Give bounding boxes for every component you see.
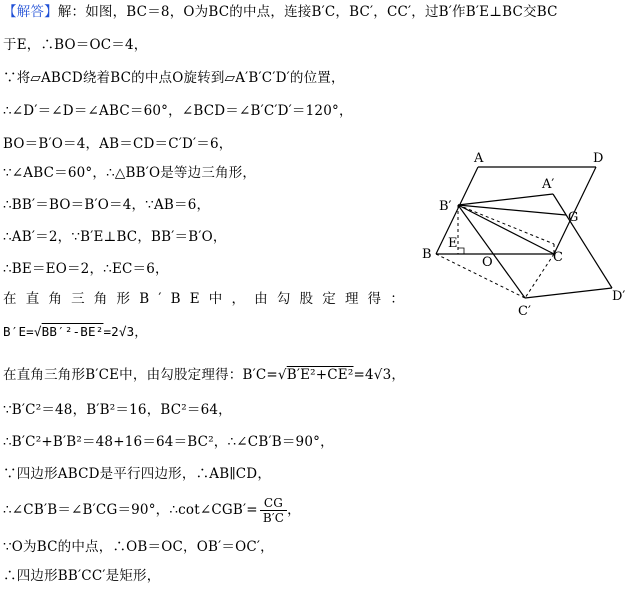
label-O: O — [482, 255, 493, 270]
label-C: C — [553, 250, 563, 265]
segment-BC' — [436, 254, 525, 298]
cot-fraction: $\frac{CG}{B'C}$ — [260, 496, 287, 525]
line-8: ∴AB′＝2，∵B′E⊥BC，BB′＝B′O， — [3, 229, 227, 245]
label-E: E — [448, 236, 458, 251]
equation-2: 在直角三角形B′CE中，由勾股定理得：B′C=√B′E²+CE²=4√3， — [3, 367, 406, 383]
line-9: ∴BE＝EO＝2，∴EC＝6， — [3, 261, 169, 277]
line-5: BO＝B′O＝4，AB＝CD＝C′D′＝6， — [3, 136, 233, 152]
label-G: G — [568, 210, 579, 225]
line-2: 于E，∴BO＝OC＝4， — [3, 37, 148, 53]
line-15: ∵四边形ABCD是平行四边形，∴AB∥CD， — [3, 466, 272, 482]
line-7: ∴BB′＝BO＝B′O＝4，∵AB＝6， — [3, 197, 211, 213]
figure-lines — [436, 167, 612, 298]
label-C-prime: C′ — [518, 304, 531, 319]
segment-CC' — [525, 254, 554, 298]
line-16: ∴∠CB′B＝∠B′CG＝90°，∴cot∠CGB′= $\frac{CG}{B'C}$ ， — [3, 496, 301, 525]
line-6: ∵∠ABC＝60°，∴△BB′O是等边三角形， — [3, 165, 257, 181]
line-4: ∴∠D′＝∠D＝∠ABC＝60°，∠BCD＝∠B′C′D′＝120°， — [3, 103, 353, 119]
segment-D'C' — [525, 288, 612, 298]
right-angle-mark — [458, 248, 464, 254]
line-14: ∴B′C²+B′B²＝48+16＝64＝BC²，∴∠CB′B＝90°， — [3, 434, 334, 450]
label-B-prime: B′ — [439, 199, 452, 214]
geometry-figure — [418, 148, 636, 320]
line-17: ∵O为BC的中点，∴OB＝OC，OB′＝OC′， — [3, 539, 274, 555]
line-3: ∵将▱ABCD绕着BC的中点O旋转到▱A′B′C′D′的位置， — [3, 70, 345, 86]
figure-labels — [422, 151, 625, 319]
label-A: A — [474, 151, 484, 166]
segment-B'A' — [458, 194, 553, 205]
line-10: 在直角三角形B′BE中，由勾股定理得： — [3, 291, 414, 307]
equation-1: B′E=√BB′²-BE²=2√3， — [3, 324, 148, 339]
line-13: ∵B′C²＝48，B′B²＝16，BC²＝64， — [3, 402, 232, 418]
line-18: ∴四边形BB′CC′是矩形， — [3, 568, 161, 584]
figure-dashed-lines — [436, 205, 554, 298]
line-1: 【解答】解：如图，BC＝8，O为BC的中点，连接B′C，BC′，CC′，过B′作B′E⊥BC交BC — [3, 4, 558, 20]
label-A-prime: A′ — [542, 177, 555, 192]
label-D-prime: D′ — [612, 289, 626, 304]
answer-tag: 【解答】 — [3, 4, 58, 20]
segment-A'D' — [553, 194, 612, 288]
label-B: B — [422, 247, 432, 262]
label-D: D — [593, 151, 604, 166]
